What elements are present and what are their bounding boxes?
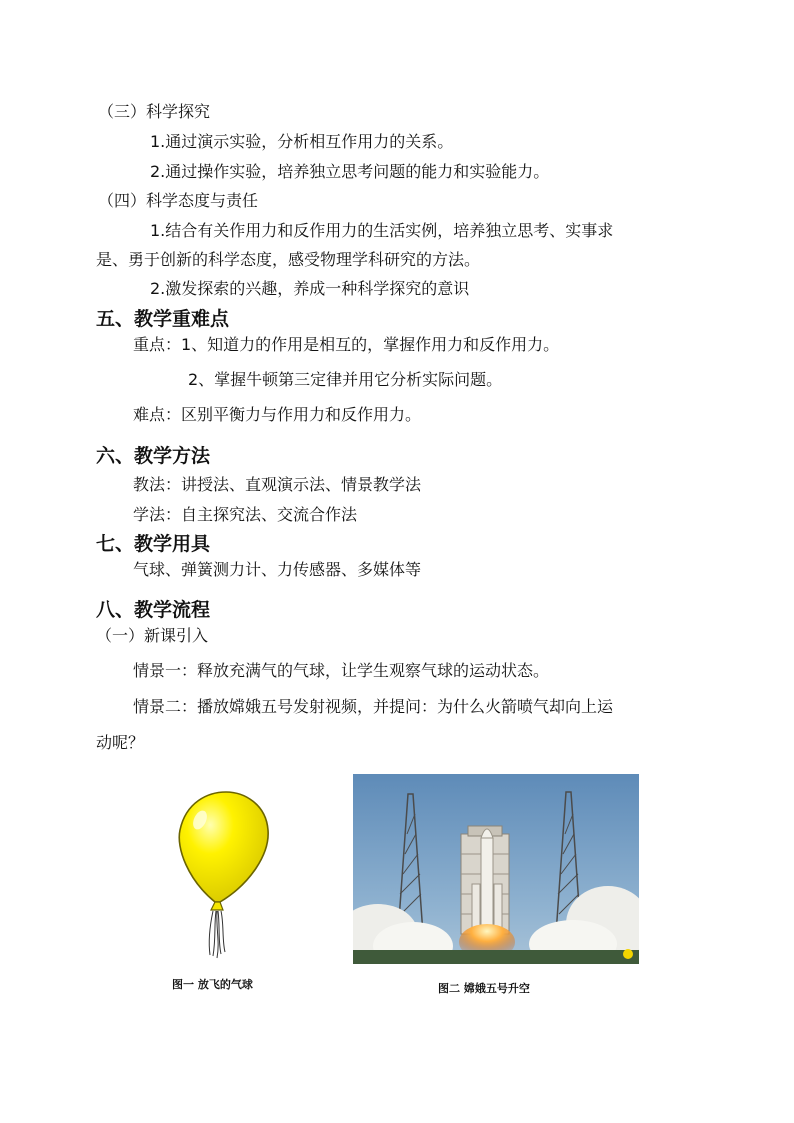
part8-scene-1: 情景一：释放充满气的气球，让学生观察气球的运动状态。: [133, 661, 550, 680]
part5-key-point-1: 重点：1、知道力的作用是相互的，掌握作用力和反作用力。: [133, 335, 560, 354]
figure-2-caption: 图二 嫦娥五号升空: [438, 982, 530, 995]
part7-heading: 七、教学用具: [96, 533, 211, 555]
section4-item-2: 2.激发探索的兴趣，养成一种科学探究的意识: [150, 279, 470, 298]
part5-key-point-2: 2、掌握牛顿第三定律并用它分析实际问题。: [188, 370, 503, 389]
part8-scene-2-line-1: 情景二：播放嫦娥五号发射视频，并提问：为什么火箭喷气却向上运: [133, 697, 614, 716]
part5-difficulty: 难点：区别平衡力与作用力和反作用力。: [133, 405, 422, 424]
part7-tools: 气球、弹簧测力计、力传感器、多媒体等: [133, 560, 422, 579]
section3-item-1: 1.通过演示实验，分析相互作用力的关系。: [150, 132, 454, 151]
part6-heading: 六、教学方法: [96, 445, 211, 467]
part5-heading: 五、教学重难点: [96, 308, 230, 330]
section4-item-1-line-1: 1.结合有关作用力和反作用力的生活实例，培养独立思考、实事求: [150, 221, 614, 240]
part8-scene-2-line-2: 动呢？: [96, 733, 145, 752]
rocket-launch-image: [353, 774, 639, 964]
part6-learning-method: 学法：自主探究法、交流合作法: [133, 505, 358, 524]
section3-item-2: 2.通过操作实验，培养独立思考问题的能力和实验能力。: [150, 162, 550, 181]
section3-title: （三）科学探究: [98, 102, 211, 121]
part8-heading: 八、教学流程: [96, 599, 211, 621]
part8-subsection-1: （一）新课引入: [96, 626, 209, 645]
section4-item-1-line-2: 是、勇于创新的科学态度，感受物理学科研究的方法。: [96, 250, 481, 269]
figure-1-caption: 图一 放飞的气球: [172, 978, 253, 991]
section4-title: （四）科学态度与责任: [98, 191, 259, 210]
part6-teaching-method: 教法：讲授法、直观演示法、情景教学法: [133, 475, 422, 494]
balloon-image: [170, 790, 295, 965]
